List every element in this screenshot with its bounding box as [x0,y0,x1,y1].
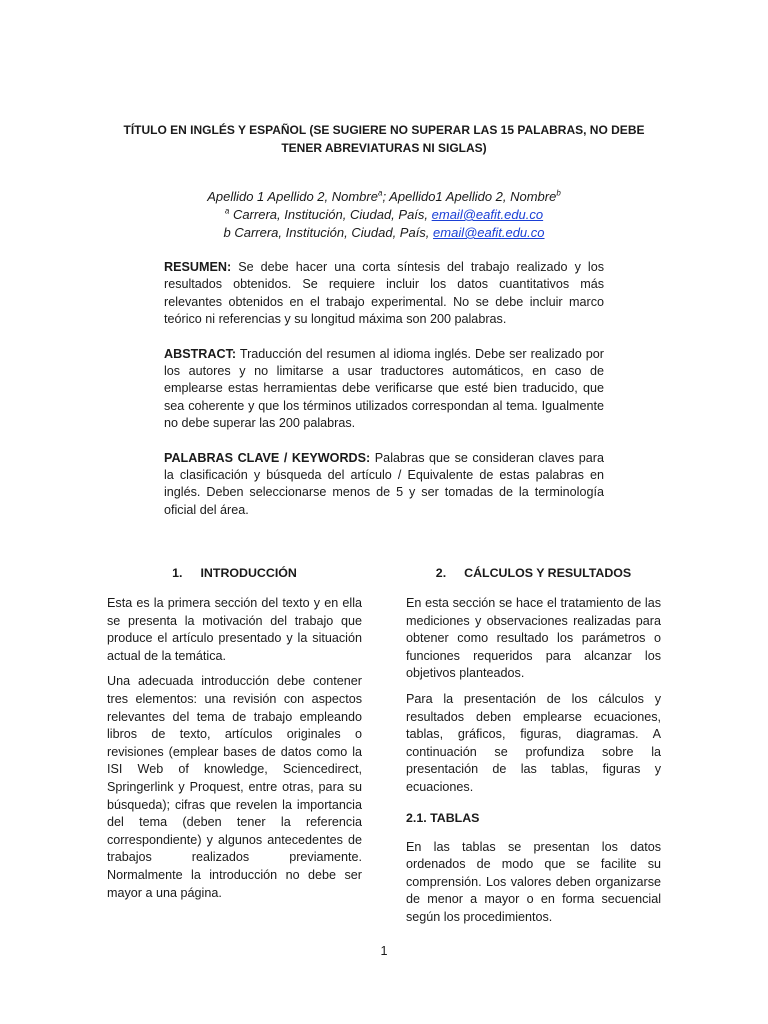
author-2: ; Apellido1 Apellido 2, Nombre [382,189,557,204]
abstract-paragraph [164,346,604,433]
author-1-affil-mark: a [377,188,383,198]
section-2-heading [406,564,661,582]
resumen-label: RESUMEN: [164,260,232,274]
abstract-text: Traducción del resumen al idioma inglés. Debe ser realizado por los autores y no limitarse a usar traductores automáticos, en caso de emplearse estas herramientas debe verificarse que esté bien traducido, que sea coherente y que los términos utilizados correspondan al tema. Igualmente no debe superar las 200 palabras. [164,346,604,431]
section-2-number: 2. [435,566,447,580]
left-column [107,564,362,910]
abstract-section [164,259,604,536]
subsection-2-1-heading: 2.1. TABLAS [406,810,480,825]
author-2-affil-mark: b [556,188,561,198]
author-1: Apellido 1 Apellido 2, Nombre [207,189,378,204]
resumen-text: Se debe hacer una corta síntesis del trabajo realizado y los resultados obtenidos. Se requiere incluir los datos cuantitativos más relevantes obtenidos en el trabajo experimental. No se debe incluir marco teórico ni referencias y su longitud máxima son 200 palabras. [164,260,604,327]
section-1-paragraph-1: Esta es la primera sección del texto y en ella se presenta la motivación del trabajo que produce el artículo presentado y la situación actual de la temática. [107,596,362,663]
section-2-paragraph-1: En esta sección se hace el tratamiento de las mediciones y observaciones realizadas para obtener como resultado los parámetros o funciones requeridos para alcanzar los objetivos planteados. [406,596,661,681]
section-2-paragraph-3: En las tablas se presentan los datos ordenados de modo que se facilite su comprensión. Los valores deben organizarse de menor a mayor o en forma secuencial según los procedimientos. [406,839,661,924]
affiliation-1-mark: a [224,206,230,216]
affiliation-2 [140,224,628,242]
page-number: 1 [380,944,388,958]
affiliation-2-text: b Carrera, Institución, Ciudad, País, [223,225,434,240]
author-block [140,188,628,242]
section-2-paragraph-2: Para la presentación de los cálculos y resultados deben emplearse ecuaciones, tablas, gráficos, figuras, diagramas. A continuación se profundiza sobre la presentación de las tablas, figuras y ecuaciones. [406,691,661,794]
section-1-heading [107,564,362,582]
section-1-number: 1. [172,566,183,580]
keywords-text: Palabras que se consideran claves para la clasificación y búsqueda del artículo / Equivalente de estas palabras en inglés. Deben seleccionarse menos de 5 y ser tomadas de la terminología oficial del área. [164,450,604,517]
document-title: TÍTULO EN INGLÉS Y ESPAÑOL (SE SUGIERE NO SUPERAR LAS 15 PALABRAS, NO DEBE TENER ABREVIATURAS NI SIGLAS) [123,123,645,155]
affiliation-1-text: Carrera, Institución, Ciudad, País, [229,207,432,222]
section-1-paragraph-2: Una adecuada introducción debe contener tres elementos: una revisión con aspectos relevantes del tema de trabajo empleando libros de texto, artículos originales o revisiones (emplear bases de datos como la ISI Web of knowledge, Sciencedirect, Springerlink y Proquest, entre otras, para su búsqueda); cifras que revelen la importancia del tema (deben tener la referencia correspondiente) y algunos antecedentes de trabajos realizados previamente. Normalmente la introducción no debe ser mayor a una página. [107,674,362,900]
right-column [406,564,661,935]
section-2-title: CÁLCULOS Y RESULTADOS [464,566,632,580]
abstract-label: ABSTRACT: [164,346,237,361]
resumen-paragraph [164,259,604,329]
keywords-paragraph [164,450,604,520]
affiliation-1-email-link[interactable]: email@eafit.edu.co [431,207,544,222]
affiliation-2-email-link[interactable]: email@eafit.edu.co [433,225,545,240]
author-line [140,188,628,206]
keywords-label: PALABRAS CLAVE / KEYWORDS: [164,450,371,465]
section-1-title: INTRODUCCIÓN [200,566,297,580]
affiliation-1 [140,206,628,224]
